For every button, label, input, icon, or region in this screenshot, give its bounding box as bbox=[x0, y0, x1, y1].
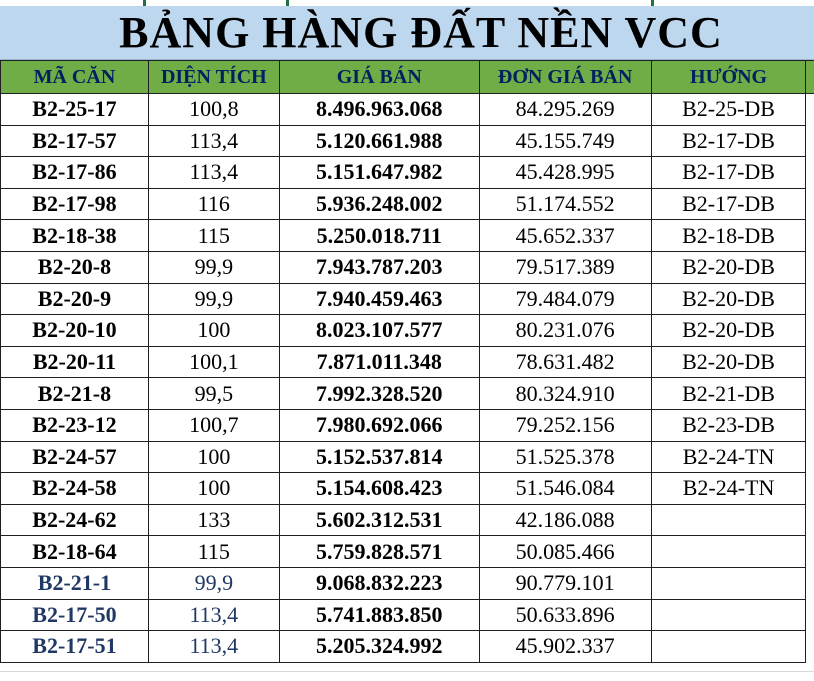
cell-area[interactable]: 100 bbox=[148, 315, 279, 347]
table-row bbox=[1, 346, 814, 378]
cell-direction[interactable]: B2-17-DB bbox=[651, 157, 806, 189]
cell-price[interactable]: 5.151.647.982 bbox=[279, 157, 479, 189]
cell-price[interactable]: 7.980.692.066 bbox=[279, 409, 479, 441]
table-row bbox=[1, 599, 814, 631]
cell-code[interactable]: B2-17-86 bbox=[1, 157, 149, 189]
cell-area[interactable]: 99,9 bbox=[148, 251, 279, 283]
header-code[interactable]: MÃ CĂN bbox=[1, 61, 149, 94]
table-row bbox=[1, 283, 814, 315]
cell-unit-price[interactable]: 42.186.088 bbox=[479, 504, 651, 536]
table-row bbox=[1, 315, 814, 347]
cell-area[interactable]: 115 bbox=[148, 536, 279, 568]
cell-unit-price[interactable]: 80.324.910 bbox=[479, 378, 651, 410]
cell-extra[interactable] bbox=[806, 220, 814, 252]
cell-code[interactable]: B2-21-8 bbox=[1, 378, 149, 410]
cell-unit-price[interactable]: 79.517.389 bbox=[479, 251, 651, 283]
cell-price[interactable]: 7.943.787.203 bbox=[279, 251, 479, 283]
cell-area[interactable]: 100 bbox=[148, 473, 279, 505]
cell-extra[interactable] bbox=[806, 631, 814, 663]
table-row bbox=[1, 409, 814, 441]
cell-code[interactable]: B2-24-62 bbox=[1, 504, 149, 536]
table-row bbox=[1, 94, 814, 126]
cell-extra[interactable] bbox=[806, 346, 814, 378]
cell-code[interactable]: B2-18-38 bbox=[1, 220, 149, 252]
cell-unit-price[interactable]: 90.779.101 bbox=[479, 567, 651, 599]
cell-unit-price[interactable]: 79.252.156 bbox=[479, 409, 651, 441]
cell-unit-price[interactable]: 80.231.076 bbox=[479, 315, 651, 347]
cell-code[interactable]: B2-17-98 bbox=[1, 188, 149, 220]
cell-price[interactable]: 7.871.011.348 bbox=[279, 346, 479, 378]
cell-direction[interactable] bbox=[651, 631, 806, 663]
cell-extra[interactable] bbox=[806, 125, 814, 157]
cell-area[interactable]: 113,4 bbox=[148, 157, 279, 189]
header-price[interactable]: GIÁ BÁN bbox=[279, 61, 479, 94]
cell-direction[interactable] bbox=[651, 567, 806, 599]
table-row bbox=[1, 631, 814, 663]
cell-area[interactable]: 113,4 bbox=[148, 631, 279, 663]
cell-extra[interactable] bbox=[806, 409, 814, 441]
cell-price[interactable]: 5.741.883.850 bbox=[279, 599, 479, 631]
cell-area[interactable]: 100,8 bbox=[148, 94, 279, 126]
cell-price[interactable]: 5.152.537.814 bbox=[279, 441, 479, 473]
cell-direction[interactable] bbox=[651, 599, 806, 631]
table-row bbox=[1, 188, 814, 220]
cell-extra[interactable] bbox=[806, 504, 814, 536]
cell-price[interactable]: 5.250.018.711 bbox=[279, 220, 479, 252]
cell-unit-price[interactable]: 45.428.995 bbox=[479, 157, 651, 189]
cell-extra[interactable] bbox=[806, 473, 814, 505]
table-row bbox=[1, 504, 814, 536]
cell-extra[interactable] bbox=[806, 536, 814, 568]
cell-code[interactable]: B2-17-51 bbox=[1, 631, 149, 663]
header-direction[interactable]: HƯỚNG bbox=[651, 61, 806, 94]
cell-extra[interactable] bbox=[806, 567, 814, 599]
cell-code[interactable]: B2-21-1 bbox=[1, 567, 149, 599]
cell-price[interactable]: 5.205.324.992 bbox=[279, 631, 479, 663]
cell-direction[interactable] bbox=[651, 536, 806, 568]
price-table bbox=[0, 60, 814, 663]
cell-price[interactable]: 7.992.328.520 bbox=[279, 378, 479, 410]
table-row bbox=[1, 536, 814, 568]
cell-unit-price[interactable]: 45.902.337 bbox=[479, 631, 651, 663]
cell-price[interactable]: 5.936.248.002 bbox=[279, 188, 479, 220]
cell-extra[interactable] bbox=[806, 251, 814, 283]
cell-extra[interactable] bbox=[806, 157, 814, 189]
cell-unit-price[interactable]: 79.484.079 bbox=[479, 283, 651, 315]
cell-price[interactable]: 8.023.107.577 bbox=[279, 315, 479, 347]
table-row bbox=[1, 125, 814, 157]
cell-area[interactable]: 116 bbox=[148, 188, 279, 220]
cell-unit-price[interactable]: 51.174.552 bbox=[479, 188, 651, 220]
cell-code[interactable]: B2-25-17 bbox=[1, 94, 149, 126]
table-row bbox=[1, 220, 814, 252]
cell-code[interactable]: B2-17-57 bbox=[1, 125, 149, 157]
cell-code[interactable]: B2-20-10 bbox=[1, 315, 149, 347]
cell-extra[interactable] bbox=[806, 94, 814, 126]
cell-extra[interactable] bbox=[806, 599, 814, 631]
title-banner bbox=[0, 6, 814, 60]
header-unit-price[interactable]: ĐƠN GIÁ BÁN bbox=[479, 61, 651, 94]
cell-direction[interactable]: B2-20-DB bbox=[651, 283, 806, 315]
cell-direction[interactable]: B2-17-DB bbox=[651, 125, 806, 157]
cell-unit-price[interactable]: 51.546.084 bbox=[479, 473, 651, 505]
cell-area[interactable]: 99,5 bbox=[148, 378, 279, 410]
cell-unit-price[interactable]: 45.155.749 bbox=[479, 125, 651, 157]
cell-direction[interactable]: B2-20-DB bbox=[651, 251, 806, 283]
cell-area[interactable]: 133 bbox=[148, 504, 279, 536]
cell-area[interactable]: 115 bbox=[148, 220, 279, 252]
cell-code[interactable]: B2-23-12 bbox=[1, 409, 149, 441]
table-row bbox=[1, 441, 814, 473]
cell-area[interactable]: 113,4 bbox=[148, 125, 279, 157]
table-row bbox=[1, 473, 814, 505]
cell-unit-price[interactable]: 50.085.466 bbox=[479, 536, 651, 568]
header-area[interactable]: DIỆN TÍCH bbox=[148, 61, 279, 94]
cell-area[interactable]: 99,9 bbox=[148, 567, 279, 599]
cell-price[interactable]: 8.496.963.068 bbox=[279, 94, 479, 126]
cell-area[interactable]: 100 bbox=[148, 441, 279, 473]
cell-extra[interactable] bbox=[806, 378, 814, 410]
cell-direction[interactable]: B2-18-DB bbox=[651, 220, 806, 252]
cell-price[interactable]: 5.154.608.423 bbox=[279, 473, 479, 505]
cell-direction[interactable]: B2-24-TN bbox=[651, 441, 806, 473]
cell-unit-price[interactable]: 78.631.482 bbox=[479, 346, 651, 378]
cell-price[interactable]: 5.759.828.571 bbox=[279, 536, 479, 568]
cell-direction[interactable]: B2-17-DB bbox=[651, 188, 806, 220]
page-title: BẢNG HÀNG ĐẤT NỀN VCC bbox=[91, 11, 723, 55]
cell-code[interactable]: B2-24-57 bbox=[1, 441, 149, 473]
cell-direction[interactable]: B2-20-DB bbox=[651, 315, 806, 347]
cell-code[interactable]: B2-20-9 bbox=[1, 283, 149, 315]
table-row bbox=[1, 157, 814, 189]
cell-price[interactable]: 7.940.459.463 bbox=[279, 283, 479, 315]
cell-extra[interactable] bbox=[806, 315, 814, 347]
cell-code[interactable]: B2-20-11 bbox=[1, 346, 149, 378]
cell-price[interactable]: 5.120.661.988 bbox=[279, 125, 479, 157]
cell-code[interactable]: B2-18-64 bbox=[1, 536, 149, 568]
cell-price[interactable]: 5.602.312.531 bbox=[279, 504, 479, 536]
cell-direction[interactable]: B2-23-DB bbox=[651, 409, 806, 441]
cell-direction[interactable] bbox=[651, 504, 806, 536]
cell-code[interactable]: B2-24-58 bbox=[1, 473, 149, 505]
cell-area[interactable]: 100,1 bbox=[148, 346, 279, 378]
cell-code[interactable]: B2-20-8 bbox=[1, 251, 149, 283]
cell-unit-price[interactable]: 45.652.337 bbox=[479, 220, 651, 252]
cell-area[interactable]: 100,7 bbox=[148, 409, 279, 441]
cell-price[interactable]: 9.068.832.223 bbox=[279, 567, 479, 599]
cell-extra[interactable] bbox=[806, 188, 814, 220]
table-row bbox=[1, 567, 814, 599]
cell-direction[interactable]: B2-24-TN bbox=[651, 473, 806, 505]
cell-area[interactable]: 113,4 bbox=[148, 599, 279, 631]
cell-extra[interactable] bbox=[806, 283, 814, 315]
cell-direction[interactable]: B2-25-DB bbox=[651, 94, 806, 126]
cell-direction[interactable]: B2-21-DB bbox=[651, 378, 806, 410]
cell-direction[interactable]: B2-20-DB bbox=[651, 346, 806, 378]
cell-area[interactable]: 99,9 bbox=[148, 283, 279, 315]
header-row bbox=[1, 61, 814, 94]
cell-unit-price[interactable]: 50.633.896 bbox=[479, 599, 651, 631]
cell-code[interactable]: B2-17-50 bbox=[1, 599, 149, 631]
cell-unit-price[interactable]: 51.525.378 bbox=[479, 441, 651, 473]
cell-unit-price[interactable]: 84.295.269 bbox=[479, 94, 651, 126]
table-row bbox=[1, 251, 814, 283]
cell-extra[interactable] bbox=[806, 441, 814, 473]
table-row bbox=[1, 378, 814, 410]
header-extra-cell[interactable] bbox=[806, 61, 814, 94]
